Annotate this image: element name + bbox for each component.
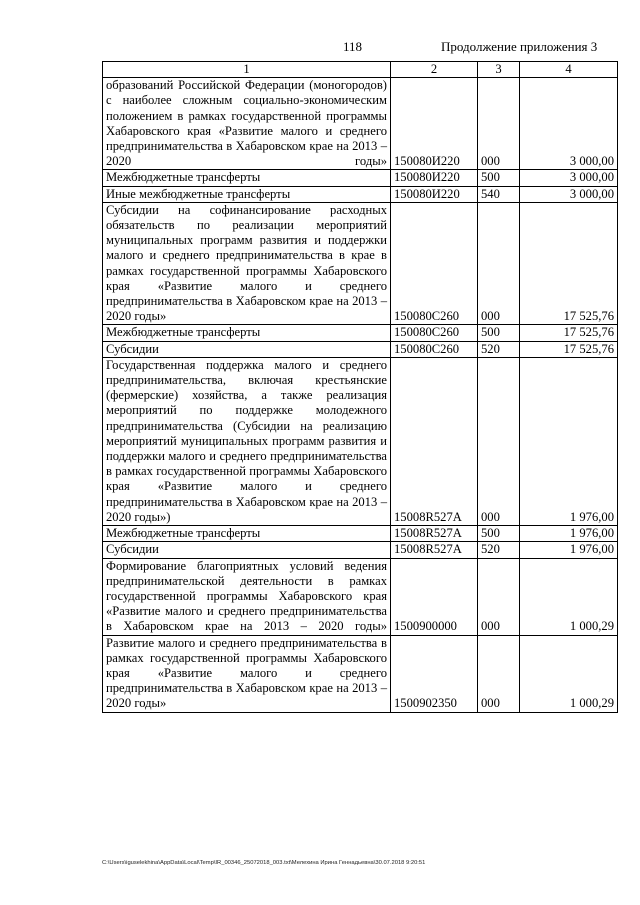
expense-type: 000 — [478, 78, 520, 170]
amount: 17 525,76 — [520, 202, 618, 325]
target-code: 15008R527A — [391, 526, 478, 542]
row-description: Субсидии на софинансирование расходных обязательств по реализации мероприятий муниципальных программ развития и поддержки малого и среднего предпринимательства в крае в рамках государственной программы Хабаровского края «Развитие малого и среднего предпринимательства в Хабаровском крае на 2013 – 2020 годы» — [103, 202, 391, 325]
table-row — [103, 325, 618, 341]
expense-type: 500 — [478, 170, 520, 186]
expense-type: 000 — [478, 635, 520, 712]
amount: 1 000,29 — [520, 635, 618, 712]
amount: 3 000,00 — [520, 170, 618, 186]
expense-type: 000 — [478, 558, 520, 635]
amount: 1 000,29 — [520, 558, 618, 635]
expense-type: 500 — [478, 325, 520, 341]
table-row — [103, 78, 618, 170]
expense-type: 520 — [478, 542, 520, 558]
table-row — [103, 542, 618, 558]
table-row — [103, 635, 618, 712]
table-row — [103, 526, 618, 542]
target-code: 150080И220 — [391, 170, 478, 186]
target-code: 150080И220 — [391, 78, 478, 170]
row-description: Межбюджетные трансферты — [103, 526, 391, 542]
row-description: Межбюджетные трансферты — [103, 170, 391, 186]
expense-type: 540 — [478, 186, 520, 202]
expense-type: 520 — [478, 341, 520, 357]
target-code: 150080С260 — [391, 202, 478, 325]
expense-type: 000 — [478, 357, 520, 525]
amount: 1 976,00 — [520, 542, 618, 558]
table-row — [103, 558, 618, 635]
row-description: Государственная поддержка малого и среднего предпринимательства, включая крестьянские (фермерские) хозяйства, а также реализация мероприятий по поддержке молодежного предпринимательства (Субсидии на реализацию мероприятий муниципальных программ развития и поддержки малого и среднего предпринимательства в рамках государственной программы Хабаровского края «Развитие малого и среднего предпринимательства в Хабаровском крае на 2013 – 2020 годы») — [103, 357, 391, 525]
amount: 3 000,00 — [520, 78, 618, 170]
target-code: 1500902350 — [391, 635, 478, 712]
target-code: 150080С260 — [391, 341, 478, 357]
file-path-footer: C:\Users\iguselekhina\AppData\Local\Temp\IR_00346_25072018_003.txt\Мелехина Ирина Геннадьевна\30.07.2018 9:20:51 — [102, 860, 426, 866]
page-number: 118 — [343, 39, 363, 54]
table-row — [103, 341, 618, 357]
row-description: Субсидии — [103, 542, 391, 558]
column-header: 2 — [391, 62, 478, 78]
column-header: 1 — [103, 62, 391, 78]
row-description: Развитие малого и среднего предпринимательства в рамках государственной программы Хабаровского края «Развитие малого и среднего предпринимательства в Хабаровском крае на 2013 – 2020 годы» — [103, 635, 391, 712]
amount: 17 525,76 — [520, 325, 618, 341]
amount: 1 976,00 — [520, 526, 618, 542]
column-number-row — [103, 62, 618, 78]
row-description: Формирование благоприятных условий ведения предпринимательской деятельности в рамках государственной программы Хабаровского края «Развитие малого и среднего предпринимательства в Хабаровском крае на 2013 – 2020 годы» — [103, 558, 391, 635]
column-header: 3 — [478, 62, 520, 78]
column-header: 4 — [520, 62, 618, 78]
target-code: 150080И220 — [391, 186, 478, 202]
row-description: Межбюджетные трансферты — [103, 325, 391, 341]
budget-table — [102, 61, 618, 713]
table-row — [103, 186, 618, 202]
expense-type: 500 — [478, 526, 520, 542]
row-description: Иные межбюджетные трансферты — [103, 186, 391, 202]
expense-type: 000 — [478, 202, 520, 325]
target-code: 150080С260 — [391, 325, 478, 341]
table-row — [103, 202, 618, 325]
table-row — [103, 170, 618, 186]
amount: 1 976,00 — [520, 357, 618, 525]
amount: 17 525,76 — [520, 341, 618, 357]
row-description: Субсидии — [103, 341, 391, 357]
target-code: 15008R527A — [391, 542, 478, 558]
continuation-heading: Продолжение приложения 3 — [441, 39, 598, 54]
table-row — [103, 357, 618, 525]
row-description: образований Российской Федерации (моногородов) с наиболее сложным социально-экономическим положением в рамках государственной программы Хабаровского края «Развитие малого и среднего предпринимательства в Хабаровском крае на 2013 – 2020 годы» — [103, 78, 391, 170]
target-code: 1500900000 — [391, 558, 478, 635]
amount: 3 000,00 — [520, 186, 618, 202]
target-code: 15008R527A — [391, 357, 478, 525]
